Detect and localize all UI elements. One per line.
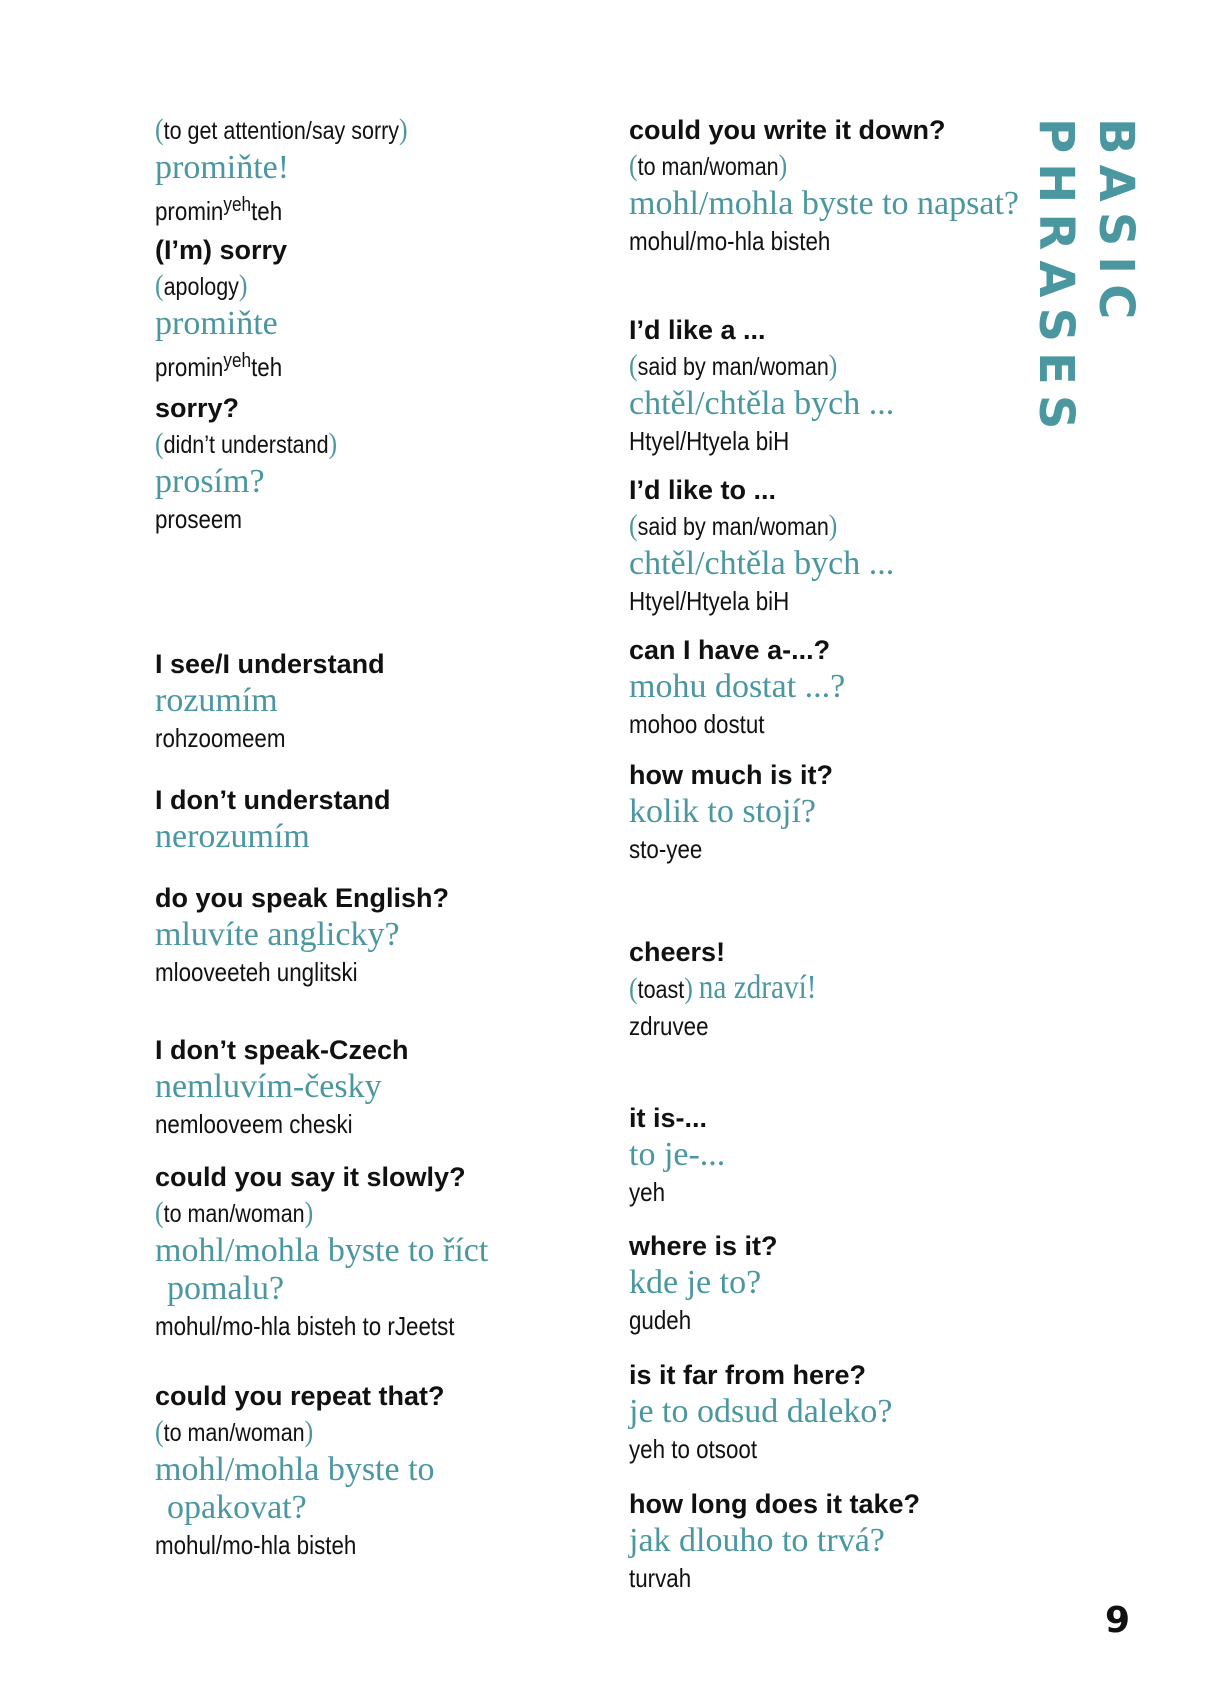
usage-note: (said by man/woman) [629,349,838,382]
czech-phrase: prosím? [155,463,265,500]
pronunciation: promin$^{yeh}$teh [155,194,283,226]
english-phrase: is it far from here? [629,1360,867,1390]
pronunciation: sto-yee [629,834,703,864]
english-phrase: I’d like to ... [629,475,777,505]
phrase-entry [629,934,1059,1044]
phrase-entry [155,782,595,856]
usage-note: (to man/woman) [155,1415,314,1448]
english-phrase: how much is it? [629,760,834,790]
phrase-entry [629,312,1059,459]
pronunciation: turvah [629,1563,692,1593]
czech-phrase: promiňte! [155,149,290,186]
pronunciation: mohul/mo-hla bisteh [629,226,831,256]
phrase-entry [629,757,1059,867]
english-phrase: how long does it take? [629,1489,921,1519]
phrase-entry [155,1378,595,1563]
english-phrase: cheers! [629,937,726,967]
pronunciation: Htyel/Htyela biH [629,586,790,616]
pronunciation: zdruvee [629,1011,709,1041]
czech-phrase-continued: pomalu? [167,1270,285,1307]
pronunciation: rohzoomeem [155,723,286,753]
phrase-entry [629,1228,1059,1338]
czech-phrase: promiňte [155,305,278,342]
phrase-entry [155,390,595,537]
english-phrase: where is it? [629,1231,778,1261]
pronunciation: mohul/mo-hla bisteh to rJeetst [155,1311,455,1341]
phrase-entry [629,1357,1059,1467]
usage-note: (toast) na zdraví! [629,969,817,1006]
czech-phrase: nemluvím-česky [155,1068,382,1105]
czech-phrase: chtěl/chtěla bych ... [629,545,895,582]
czech-phrase: chtěl/chtěla bych ... [629,385,895,422]
pronunciation: yeh [629,1177,666,1207]
pronunciation: mohul/mo-hla bisteh [155,1530,357,1560]
pronunciation: yeh to otsoot [629,1434,758,1464]
page-number: 9 [1105,1600,1131,1641]
czech-phrase: je to odsud daleko? [629,1393,893,1430]
phrase-entry [155,646,595,756]
usage-note: (to man/woman) [155,1196,314,1229]
usage-note: (apology) [155,269,248,302]
pronunciation: promin$^{yeh}$teh [155,350,283,382]
czech-phrase: mluvíte anglicky? [155,916,400,953]
english-phrase: sorry? [155,393,240,423]
english-phrase: do you speak English? [155,883,450,913]
usage-note: (said by man/woman) [629,509,838,542]
phrase-entry [629,112,1059,259]
english-phrase: (I’m) sorry [155,235,288,265]
phrase-entry [629,632,1059,742]
phrase-entry [629,1100,1059,1210]
czech-phrase-continued: opakovat? [167,1489,307,1526]
english-phrase: could you say it slowly? [155,1162,466,1192]
phrase-entry [155,1159,595,1344]
pronunciation: proseem [155,504,242,534]
english-phrase: could you write it down? [629,115,946,145]
usage-note: (to man/woman) [629,149,788,182]
pronunciation: Htyel/Htyela biH [629,426,790,456]
phrase-entry [155,1032,595,1142]
czech-phrase: rozumím [155,682,278,719]
pronunciation: mlooveeteh unglitski [155,957,358,987]
pronunciation: mohoo dostut [629,709,765,739]
czech-phrase: na zdraví! [698,969,817,1006]
phrase-entry [629,1486,1059,1596]
phrase-entry [629,472,1059,619]
pronunciation: nemlooveem cheski [155,1109,353,1139]
english-phrase: I don’t understand [155,785,391,815]
usage-note: (didn’t understand) [155,427,338,460]
czech-phrase: to je-... [629,1136,726,1173]
czech-phrase: mohl/mohla byste to napsat? [629,185,1019,222]
czech-phrase: mohl/mohla byste to říct [155,1232,489,1269]
czech-phrase: nerozumím [155,818,310,855]
czech-phrase: mohu dostat ...? [629,668,846,705]
english-phrase: it is-... [629,1103,708,1133]
czech-phrase: kolik to stojí? [629,793,816,830]
phrase-entry [155,880,595,990]
english-phrase: I don’t speak-Czech [155,1035,409,1065]
czech-phrase: jak dlouho to trvá? [629,1522,885,1559]
english-phrase: could you repeat that? [155,1381,445,1411]
czech-phrase: mohl/mohla byste to [155,1451,435,1488]
usage-note: (to get attention/say sorry) [155,113,408,146]
phrase-entry [155,112,595,229]
czech-phrase: kde je to? [629,1264,762,1301]
english-phrase: can I have a-...? [629,635,831,665]
english-phrase: I see/I understand [155,649,385,679]
pronunciation: gudeh [629,1305,692,1335]
phrase-entry [155,232,595,385]
section-title: BASIC PHRASES [1028,118,1144,440]
english-phrase: I’d like a ... [629,315,766,345]
